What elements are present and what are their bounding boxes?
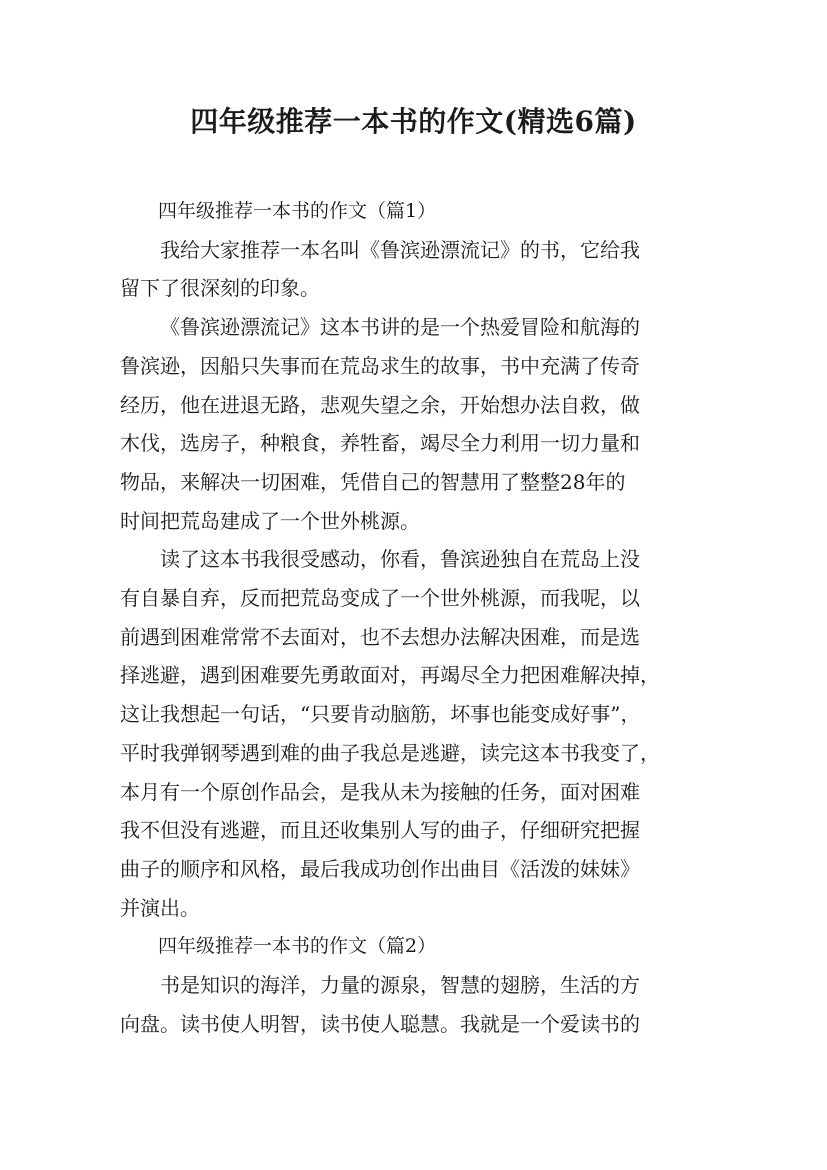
text-line: 读了这本书我很受感动，你看，鲁滨逊独自在荒岛上没 — [160, 547, 640, 572]
text-line: 择逃避，遇到困难要先勇敢面对，再竭尽全力把困难解决掉， — [120, 663, 660, 688]
text-line: 木伐，选房子，种粮食，养牲畜，竭尽全力利用一切力量和 — [120, 431, 640, 456]
text-line: 我不但没有逃避，而且还收集别人写的曲子，仔细研究把握 — [120, 818, 640, 843]
section-heading: 四年级推荐一本书的作文（篇1） — [158, 200, 437, 222]
text-line: 有自暴自弃，反而把荒岛变成了一个世外桃源，而我呢，以 — [120, 586, 640, 611]
text-line: 向盘。读书使人明智，读书使人聪慧。我就是一个爱读书的 — [120, 1011, 640, 1036]
text-line: 物品，来解决一切困难，凭借自己的智慧用了整整28年的 — [120, 469, 626, 494]
section-heading: 四年级推荐一本书的作文（篇2） — [158, 935, 437, 958]
text-block — [120, 192, 712, 1043]
text-line: 《鲁滨逊漂流记》这本书讲的是一个热爱冒险和航海的 — [160, 315, 640, 340]
text-line: 这让我想起一句话，“只要肯动脑筋，坏事也能变成好事”， — [120, 702, 641, 727]
text-line: 书是知识的海洋，力量的源泉，智慧的翅膀，生活的方 — [160, 973, 640, 998]
text-line: 时间把荒岛建成了一个世外桃源。 — [120, 508, 420, 533]
text-line: 本月有一个原创作品会，是我从未为接触的任务，面对困难 — [120, 779, 640, 804]
text-line: 我给大家推荐一本名叫《鲁滨逊漂流记》的书，它给我 — [160, 237, 640, 262]
text-line: 前遇到困难常常不去面对，也不去想办法解决困难，而是选 — [120, 624, 640, 649]
text-line: 鲁滨逊，因船只失事而在荒岛求生的故事，书中充满了传奇 — [120, 353, 640, 378]
document-body — [120, 192, 712, 1043]
document-title: 四年级推荐一本书的作文(精选6篇) — [190, 105, 637, 138]
text-line: 曲子的顺序和风格，最后我成功创作出曲目《活泼的妹妹》 — [120, 856, 640, 881]
text-line: 经历，他在进退无路，悲观失望之余，开始想办法自救，做 — [120, 392, 640, 417]
text-line: 并演出。 — [120, 895, 200, 920]
text-line: 平时我弹钢琴遇到难的曲子我总是逃避，读完这本书我变了， — [120, 740, 660, 765]
text-line: 留下了很深刻的印象。 — [120, 276, 320, 301]
